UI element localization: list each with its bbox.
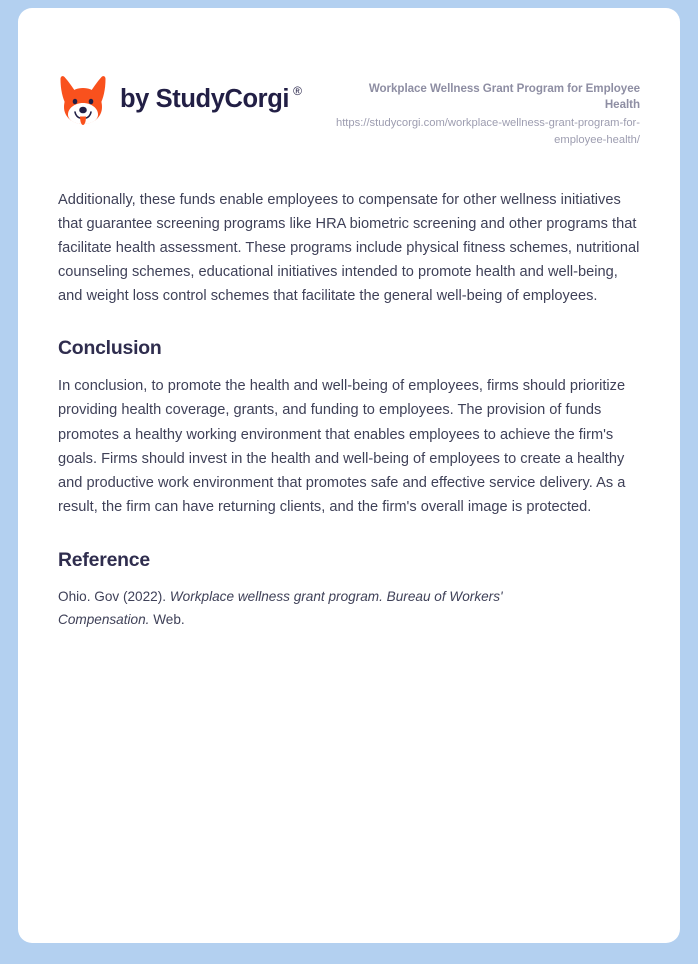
document-page	[18, 8, 680, 943]
page-content-area	[18, 8, 680, 943]
document-title: Workplace Wellness Grant Program for Employee Health	[368, 82, 640, 111]
document-url[interactable]: https://studycorgi.com/workplace-wellness-grant-program-for-employee-health/	[335, 117, 640, 147]
reference-entry	[58, 585, 578, 632]
reference-author-year: Ohio. Gov (2022).	[58, 588, 167, 604]
document-header	[58, 8, 640, 149]
document-meta	[302, 72, 640, 149]
reference-medium: Web.	[153, 612, 185, 628]
conclusion-paragraph: In conclusion, to promote the health and well-being of employees, firms should prioritize providing health coverage, grants, and funding to employees. The provision of funds promotes a healthy working environment that enables employees to achieve the firm's goals. Firms should invest in the health and well-being of employees to create a healthy and productive work environment that promotes safe and effective service delivery. As a result, the firm can have returning clients, and the firm's overall image is protected.	[58, 378, 626, 515]
brand-wordmark	[120, 84, 302, 114]
registered-trademark-icon: ®	[293, 84, 302, 99]
brand-name-text: by StudyCorgi	[120, 85, 290, 114]
conclusion-heading: Conclusion	[58, 337, 162, 360]
brand-lockup	[58, 72, 302, 126]
studycorgi-corgi-logo-icon	[58, 74, 108, 126]
reference-source-italic: Bureau of Workers' Compensation.	[58, 588, 503, 628]
document-body	[58, 149, 640, 632]
intro-paragraph: Additionally, these funds enable employees to compensate for other wellness initiatives that guarantee screening programs like HRA biometric screening and other programs that facilitate health assessment. These programs include physical fitness schemes, nutritional counseling schemes, educational initiatives intended to promote health and well-being, and weight loss control schemes that facilitate the general well-being of employees.	[58, 191, 640, 305]
reference-heading: Reference	[58, 548, 150, 571]
reference-title-italic: Workplace wellness grant program.	[169, 588, 383, 604]
